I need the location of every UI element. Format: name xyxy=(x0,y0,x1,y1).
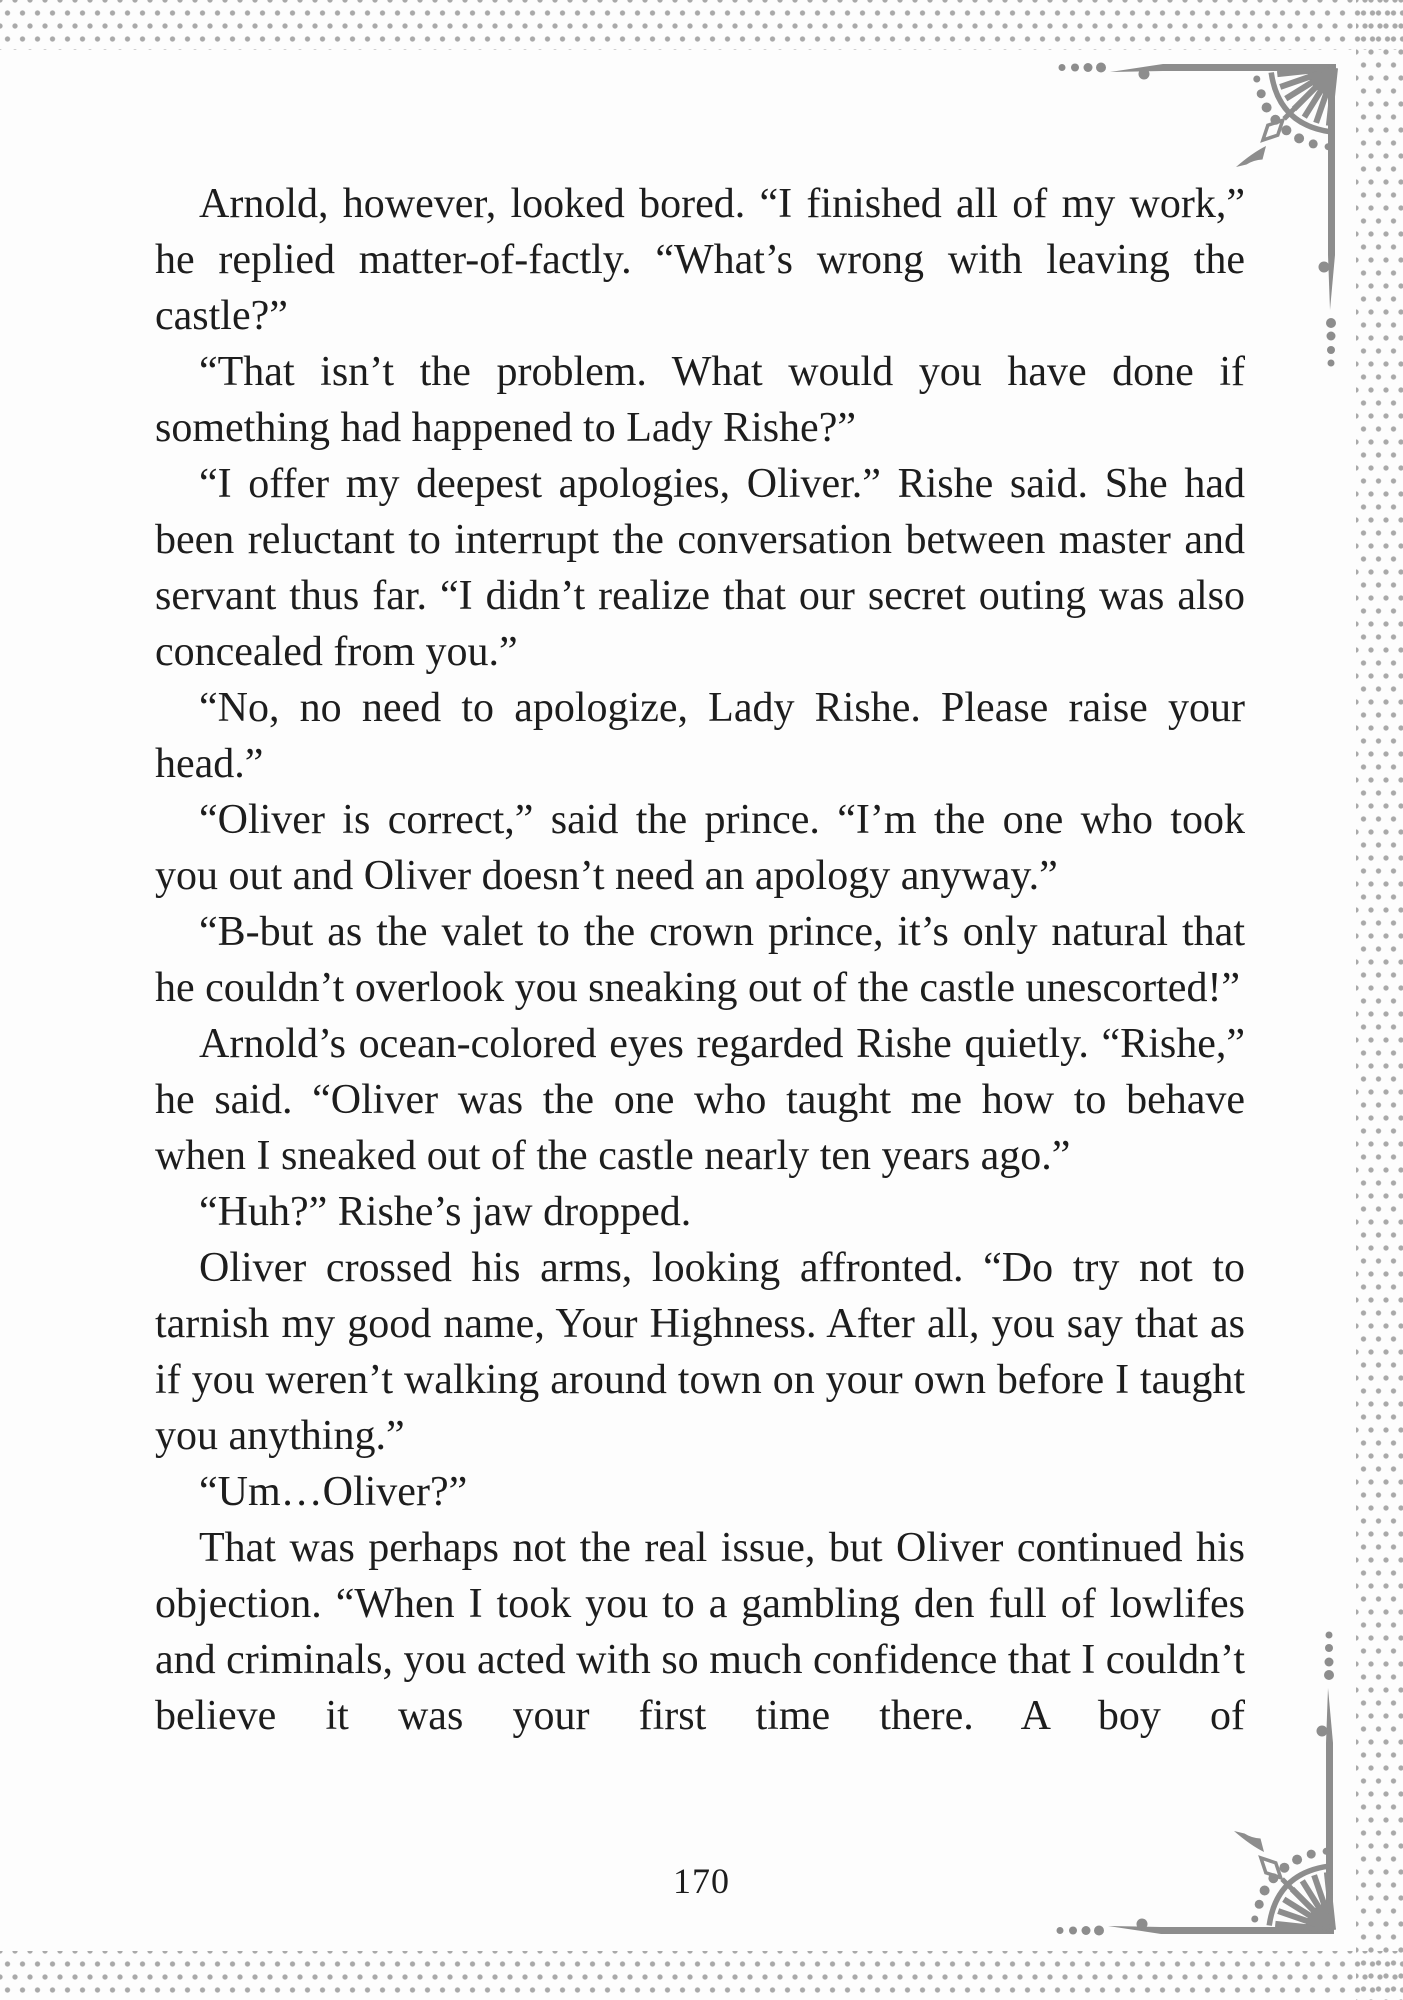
paragraph: “That isn’t the problem. What would you have done if something had happened to Lady Rishe?” xyxy=(155,349,1245,451)
paragraph: Oliver crossed his arms, looking affronted. “Do try not to tarnish my good name, Your Highness. After all, you say that as if you weren’t walking around town on your own before I taught you anything.” xyxy=(155,1245,1245,1459)
paragraph: Arnold, however, looked bored. “I finished all of my work,” he replied matter-of-factly. “What’s wrong with leaving the castle?” xyxy=(155,181,1245,339)
paragraph: “I offer my deepest apologies, Oliver.” Rishe said. She had been reluctant to interrupt the conversation between master and servant thus far. “I didn’t realize that our secret outing was also concealed from you.” xyxy=(155,461,1245,675)
paragraph: “Huh?” Rishe’s jaw dropped. xyxy=(199,1189,692,1235)
halftone-border-top xyxy=(0,0,1403,50)
paragraph: “Um…Oliver?” xyxy=(199,1469,468,1515)
paragraph: That was perhaps not the real issue, but Oliver continued his objection. “When I took you to a gambling den full of lowlifes and criminals, you acted with so much confidence that I couldn’t believe it was your first time there. A boy of xyxy=(155,1525,1245,1739)
paragraph: “B-but as the valet to the crown prince, it’s only natural that he couldn’t overlook you sneaking out of the castle unescorted!” xyxy=(155,909,1245,1011)
body-text xyxy=(155,176,1245,1858)
halftone-border-right xyxy=(1356,0,1403,2000)
page-number: 170 xyxy=(673,1861,730,1901)
paragraph: Arnold’s ocean-colored eyes regarded Rishe quietly. “Rishe,” he said. “Oliver was the one who taught me how to behave when I sneaked out of the castle nearly ten years ago.” xyxy=(155,1021,1245,1179)
halftone-border-bottom xyxy=(0,1951,1403,2000)
paragraph: “No, no need to apologize, Lady Rishe. Please raise your head.” xyxy=(155,685,1245,787)
paragraph: “Oliver is correct,” said the prince. “I’m the one who took you out and Oliver doesn’t need an apology anyway.” xyxy=(155,797,1245,899)
